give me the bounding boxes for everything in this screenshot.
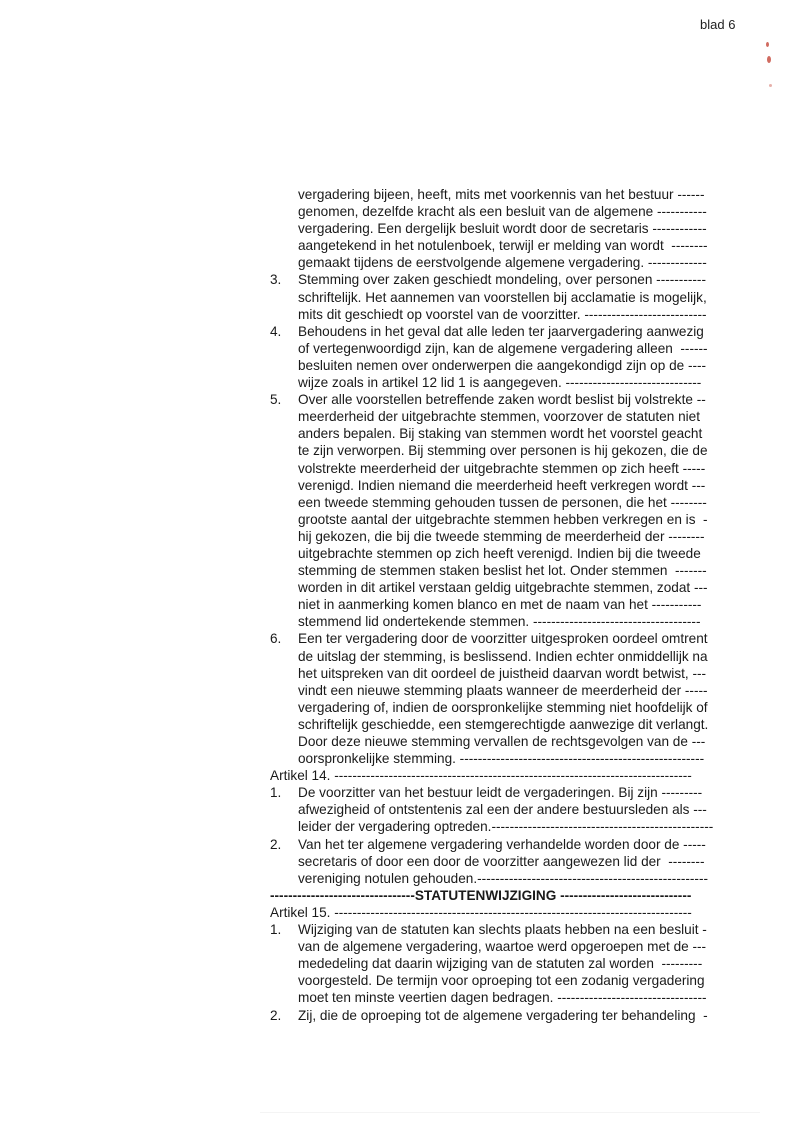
- text-line: [270, 391, 738, 408]
- line-text: voorgesteld. De termijn voor oproeping tot een zodanig vergadering: [298, 973, 705, 989]
- text-line: [270, 853, 738, 870]
- clause-number: 4.: [270, 323, 282, 339]
- line-text: vergadering of, indien de oorspronkelijke stemming niet hoofdelijk of: [298, 699, 708, 715]
- page-edge: [260, 1112, 760, 1113]
- line-text: worden in dit artikel verstaan geldig uitgebrachte stemmen, zodat ---: [298, 580, 708, 596]
- text-line: [270, 425, 738, 442]
- text-line: [270, 306, 738, 323]
- line-text: vergadering. Een dergelijk besluit wordt door de secretaris ------------: [298, 221, 707, 237]
- line-text: wijze zoals in artikel 12 lid 1 is aangegeven. ------------------------------: [298, 375, 702, 391]
- line-text: een tweede stemming gehouden tussen de personen, die het --------: [298, 494, 707, 510]
- text-line: [270, 682, 738, 699]
- line-text: verenigd. Indien niemand die meerderheid heeft verkregen wordt ---: [298, 477, 706, 493]
- clause-number: 5.: [270, 392, 282, 408]
- document-body: [270, 186, 738, 1024]
- text-line: [270, 870, 738, 887]
- text-line: [270, 562, 738, 579]
- line-text: of vertegenwoordigd zijn, kan de algemene vergadering alleen ------: [298, 340, 708, 356]
- line-text: Van het ter algemene vergadering verhandelde worden door de -----: [298, 836, 706, 852]
- text-line: [270, 801, 738, 818]
- text-line: [270, 254, 738, 271]
- text-line: [270, 442, 738, 459]
- line-text: grootste aantal der uitgebrachte stemmen hebben verkregen en is -: [298, 511, 708, 527]
- line-text: vereniging notulen gehouden.---------------------------------------------------: [298, 870, 709, 886]
- line-text: de uitslag der stemming, is beslissend. Indien echter onmiddellijk na: [298, 648, 708, 664]
- text-line: [270, 323, 738, 340]
- text-line: [270, 408, 738, 425]
- text-line: [270, 357, 738, 374]
- line-text: Door deze nieuwe stemming vervallen de rechtsgevolgen van de ---: [298, 734, 706, 749]
- text-line: [270, 545, 738, 562]
- text-line: [270, 237, 738, 254]
- text-line: [270, 528, 738, 545]
- clause-number: 2.: [270, 836, 282, 852]
- clause-number: 1.: [270, 785, 282, 801]
- line-text: vergadering bijeen, heeft, mits met voorkennis van het bestuur ------: [298, 187, 705, 202]
- clause-number: 6.: [270, 631, 282, 647]
- line-text: genomen, dezelfde kracht als een besluit van de algemene -----------: [298, 204, 707, 220]
- line-text: stemmend lid ondertekende stemmen. -------------------------------------: [298, 614, 701, 630]
- text-line: [270, 750, 738, 767]
- line-text: Wijziging van de statuten kan slechts plaats hebben na een besluit -: [298, 922, 707, 938]
- line-text: De voorzitter van het bestuur leidt de vergaderingen. Bij zijn ---------: [298, 785, 703, 801]
- text-line: [270, 665, 738, 682]
- text-line: [270, 818, 738, 835]
- text-line: [270, 596, 738, 613]
- article-heading: Artikel 15. -------------------------------------------------------------------------------: [270, 904, 692, 920]
- text-line: [270, 203, 738, 220]
- line-text: besluiten nemen over onderwerpen die aangekondigd zijn op de ----: [298, 357, 707, 373]
- line-text: volstrekte meerderheid der uitgebrachte stemmen op zich heeft -----: [298, 460, 706, 476]
- line-text: leider der vergadering optreden.-------------------------------------------------: [298, 819, 714, 835]
- line-text: moet ten minste veertien dagen bedragen. ---------------------------------: [298, 990, 707, 1006]
- page-number: blad 6: [700, 17, 736, 32]
- text-line: [270, 648, 738, 665]
- section-heading: --------------------------------STATUTENWIJZIGING -----------------------------: [270, 887, 692, 903]
- line-text: vindt een nieuwe stemming plaats wanneer de meerderheid der -----: [298, 682, 708, 698]
- clause-number: 3.: [270, 272, 282, 288]
- text-line: [270, 784, 738, 801]
- text-line: [270, 836, 738, 853]
- line-text: te zijn verworpen. Bij stemming over personen is hij gekozen, die de: [298, 443, 708, 459]
- clause-number: 1.: [270, 922, 282, 938]
- text-line: [270, 374, 738, 391]
- line-text: Stemming over zaken geschiedt mondeling, over personen -----------: [298, 272, 706, 288]
- line-text: oorspronkelijke stemming. ------------------------------------------------------: [298, 751, 705, 767]
- text-line: [270, 271, 738, 288]
- line-text: gemaakt tijdens de eerstvolgende algemene vergadering. -------------: [298, 255, 707, 271]
- text-line: [270, 887, 738, 904]
- text-line: [270, 699, 738, 716]
- text-line: [270, 989, 738, 1006]
- text-line: [270, 220, 738, 237]
- text-line: [270, 579, 738, 596]
- text-line: [270, 716, 738, 733]
- text-line: [270, 613, 738, 630]
- line-text: afwezigheid of ontstentenis zal een der andere bestuursleden als ---: [298, 802, 707, 818]
- text-line: [270, 477, 738, 494]
- line-text: Behoudens in het geval dat alle leden ter jaarvergadering aanwezig: [298, 323, 704, 339]
- clause-number: 2.: [270, 1007, 282, 1023]
- line-text: secretaris of door een door de voorzitter aangewezen lid der --------: [298, 853, 705, 869]
- line-text: mededeling dat daarin wijziging van de statuten zal worden ---------: [298, 956, 703, 972]
- line-text: Een ter vergadering door de voorzitter uitgesproken oordeel omtrent: [298, 631, 708, 647]
- text-line: [270, 289, 738, 306]
- text-line: [270, 630, 738, 647]
- line-text: schriftelijk. Het aannemen van voorstellen bij acclamatie is mogelijk,: [298, 289, 707, 305]
- text-line: [270, 494, 738, 511]
- line-text: aangetekend in het notulenboek, terwijl er melding van wordt --------: [298, 238, 708, 254]
- text-line: [270, 955, 738, 972]
- text-line: [270, 186, 738, 203]
- text-line: [270, 938, 738, 955]
- line-text: schriftelijk geschiedde, een stemgerechtigde aanwezige dit verlangt.: [298, 716, 709, 732]
- line-text: stemming de stemmen staken beslist het lot. Onder stemmen -------: [298, 563, 707, 579]
- text-line: [270, 767, 738, 784]
- line-text: anders bepalen. Bij staking van stemmen wordt het voorstel geacht: [298, 426, 703, 442]
- line-text: Zij, die de oproeping tot de algemene vergadering ter behandeling -: [298, 1007, 708, 1023]
- line-text: uitgebrachte stemmen op zich heeft verenigd. Indien bij die tweede: [298, 545, 701, 561]
- text-line: [270, 972, 738, 989]
- line-text: hij gekozen, die bij die tweede stemming de meerderheid der --------: [298, 528, 705, 544]
- line-text: niet in aanmerking komen blanco en met de naam van het -----------: [298, 597, 702, 613]
- text-line: [270, 921, 738, 938]
- text-line: [270, 511, 738, 528]
- text-line: [270, 904, 738, 921]
- text-line: [270, 460, 738, 477]
- ink-marks: [764, 40, 774, 100]
- line-text: van de algemene vergadering, waartoe werd opgeroepen met de ---: [298, 939, 707, 955]
- text-line: [270, 340, 738, 357]
- line-text: meerderheid der uitgebrachte stemmen, voorzover de statuten niet: [298, 409, 700, 425]
- line-text: het uitspreken van dit oordeel de juistheid daarvan wordt betwist, ---: [298, 665, 707, 681]
- line-text: mits dit geschiedt op voorstel van de voorzitter. ---------------------------: [298, 306, 707, 322]
- text-line: [270, 733, 738, 750]
- text-line: [270, 1007, 738, 1024]
- article-heading: Artikel 14. -------------------------------------------------------------------------------: [270, 768, 692, 784]
- line-text: Over alle voorstellen betreffende zaken wordt beslist bij volstrekte --: [298, 392, 706, 408]
